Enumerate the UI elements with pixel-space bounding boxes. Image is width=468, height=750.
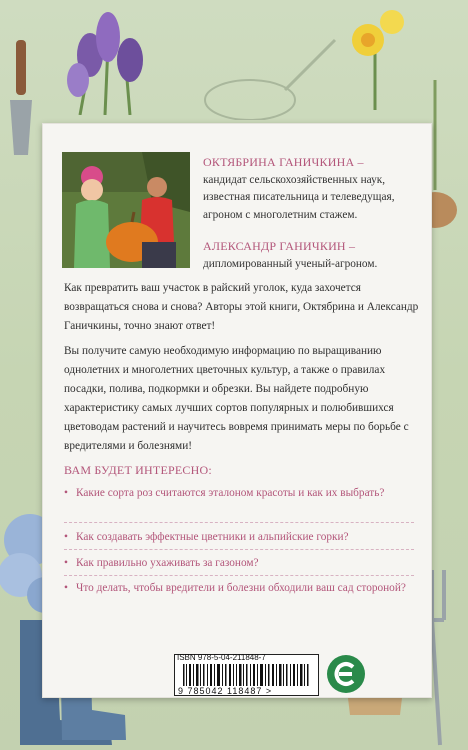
author-bio-2: дипломированный ученый-агроном. <box>203 257 378 270</box>
crocus-flowers-illustration <box>50 5 160 115</box>
authors-photo <box>62 152 190 268</box>
divider <box>64 575 414 576</box>
author-bio-1: кандидат сельскохозяйственных наук, известная писательница и телеведущая, агроном с многолетним стажем. <box>203 173 395 221</box>
intro-paragraph: Как превратить ваш участок в райский уголок, куда захочется возвращаться снова и снова? Авторы этой книги, Октябрина и Александр Ганичкины, точно знают ответ! <box>64 282 419 332</box>
question-item: • Какие сорта роз считаются эталоном красоты и как их выбрать? <box>64 484 426 502</box>
authors-info <box>203 154 423 273</box>
back-cover-card <box>42 123 432 698</box>
author-name-2: АЛЕКСАНДР ГАНИЧКИН – <box>203 239 356 253</box>
trowel-illustration <box>0 40 48 160</box>
watering-can-illustration <box>190 20 340 120</box>
question-item: • Как правильно ухаживать за газоном? <box>64 554 426 572</box>
barcode-number: 9 785042 118487 > <box>178 686 273 696</box>
isbn-text: ISBN 978-5-04-211848-7 <box>177 653 266 662</box>
barcode <box>183 664 309 686</box>
interest-heading: ВАМ БУДЕТ ИНТЕРЕСНО: <box>64 463 212 477</box>
author-name-1: ОКТЯБРИНА ГАНИЧКИНА – <box>203 155 364 169</box>
divider <box>64 549 414 550</box>
question-item: • Как создавать эффектные цветники и альпийские горки? <box>64 528 426 546</box>
divider <box>64 522 414 523</box>
description-paragraph: Вы получите самую необходимую информацию по выращиванию однолетних и многолетних цветочных культур, а также о правилах посадки, полива, подкормки и обрезки. Вы найдете подробную характеристику самых лучших сортов популярных и полюбившихся цветоводам растений и научитесь вовремя принимать меры по борьбе с вредителями и болезнями! <box>64 345 409 452</box>
publisher-logo <box>326 654 366 694</box>
question-item: • Что делать, чтобы вредители и болезни обходили ваш сад стороной? <box>64 579 426 597</box>
